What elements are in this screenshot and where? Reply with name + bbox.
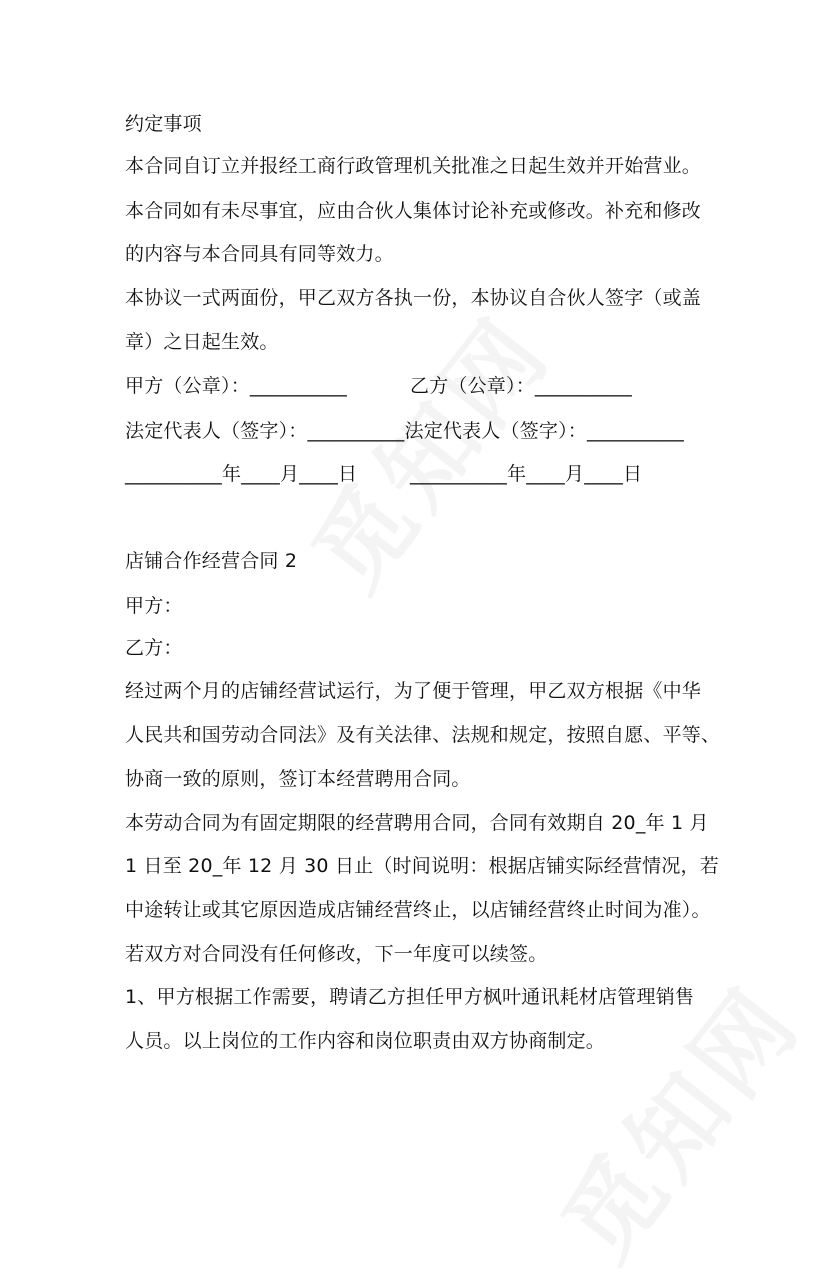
paragraph-line: 中途转让或其它原因造成店铺经营终止，以店铺经营终止时间为准）。	[125, 899, 711, 921]
date-line-b: __________年____月____日	[410, 463, 643, 485]
watermark-upper	[276, 283, 576, 613]
paragraph-line: 人员。以上岗位的工作内容和岗位职责由双方协商制定。	[125, 1030, 606, 1052]
party-b-label: 乙方：	[125, 637, 183, 659]
date-line-a: __________年____月____日	[125, 463, 358, 485]
paragraph-line: 协商一致的原则，签订本经营聘用合同。	[125, 768, 471, 790]
representative-signatures: 法定代表人（签字）：__________法定代表人（签字）：__________	[125, 420, 685, 442]
paragraph-line: 本劳动合同为有固定期限的经营聘用合同，合同有效期自 20_年 1 月	[125, 812, 709, 834]
paragraph-line: 经过两个月的店铺经营试运行，为了便于管理，甲乙双方根据《中华	[125, 680, 702, 702]
party-a-label: 甲方：	[125, 595, 183, 617]
paragraph-line: 的内容与本合同具有同等效力。	[125, 243, 394, 265]
paragraph-line: 本合同自订立并报经工商行政管理机关批准之日起生效并开始营业。	[125, 155, 702, 177]
paragraph-line: 若双方对合同没有任何修改，下一年度可以续签。	[125, 943, 548, 965]
party-a-seal: 甲方（公章）：__________	[125, 375, 347, 397]
party-b-seal: 乙方（公章）：__________	[410, 375, 632, 397]
paragraph-line: 本合同如有未尽事宜，应由合伙人集体讨论补充或修改。补充和修改	[125, 200, 702, 222]
paragraph-line: 1 日至 20_年 12 月 30 日止（时间说明：根据店铺实际经营情况，若	[125, 855, 719, 877]
paragraph-line: 人民共和国劳动合同法》及有关法律、法规和规定，按照自愿、平等、	[125, 724, 721, 746]
contract-title: 店铺合作经营合同 2	[125, 550, 298, 572]
paragraph-line: 本协议一式两面份，甲乙双方各执一份，本协议自合伙人签字（或盖	[125, 287, 702, 309]
paragraph-line: 章）之日起生效。	[125, 331, 279, 353]
section-heading: 约定事项	[125, 113, 202, 135]
paragraph-line: 1、甲方根据工作需要，聘请乙方担任甲方枫叶通讯耗材店管理销售	[125, 986, 695, 1008]
